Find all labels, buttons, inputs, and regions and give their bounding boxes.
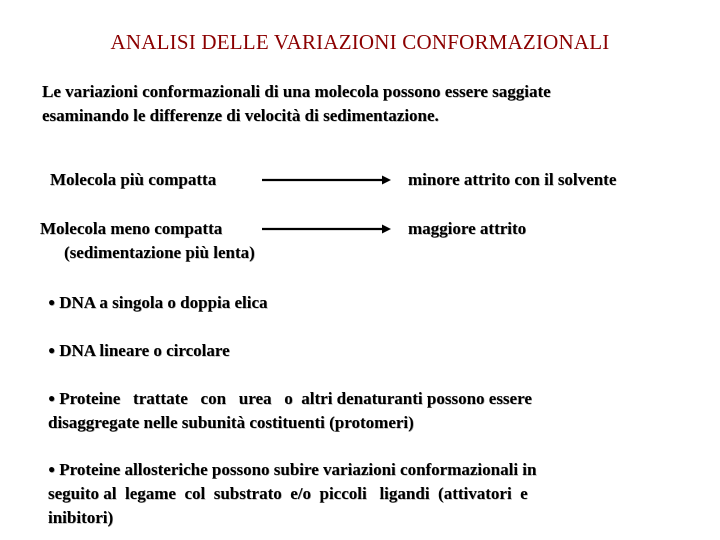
intro-line-2: esaminando le differenze di velocità di sedimentazione. — [42, 106, 439, 125]
comparison-2-left: Molecola meno compatta — [40, 219, 223, 238]
bullet-text: seguito al legame col substrato e/o piccoli ligandi (attivatori e — [48, 484, 528, 503]
comparison-1-right: minore attrito con il solvente — [408, 170, 617, 189]
intro-line-1: Le variazioni conformazionali di una molecola possono essere saggiate — [42, 82, 551, 101]
bullet-item — [48, 386, 618, 435]
bullet-dot-icon: ● — [48, 391, 56, 405]
slide-title: ANALISI DELLE VARIAZIONI CONFORMAZIONALI — [110, 30, 610, 54]
bullet-item — [48, 338, 230, 363]
comparison-2-right: maggiore attrito — [408, 219, 527, 238]
comparison-1-left: Molecola più compatta — [50, 170, 217, 189]
arrow-right-icon — [262, 173, 392, 187]
intro-paragraph — [42, 80, 662, 128]
arrow-right-icon — [262, 222, 392, 236]
bullet-text: disaggregate nelle subunità costituenti (protomeri) — [48, 413, 414, 432]
bullet-dot-icon: ● — [48, 295, 56, 309]
bullet-dot-icon: ● — [48, 343, 56, 357]
bullet-item — [48, 290, 268, 315]
bullet-text: inibitori) — [48, 508, 114, 527]
comparison-2-left-sub: (sedimentazione più lenta) — [64, 243, 255, 262]
bullet-item — [48, 457, 620, 530]
bullet-text: Proteine trattate con urea o altri denaturanti possono essere — [59, 389, 532, 408]
bullet-text: DNA lineare o circolare — [59, 341, 230, 360]
bullet-text: Proteine allosteriche possono subire variazioni conformazionali in — [59, 460, 537, 479]
bullet-text: DNA a singola o doppia elica — [59, 293, 268, 312]
bullet-dot-icon: ● — [48, 462, 56, 476]
